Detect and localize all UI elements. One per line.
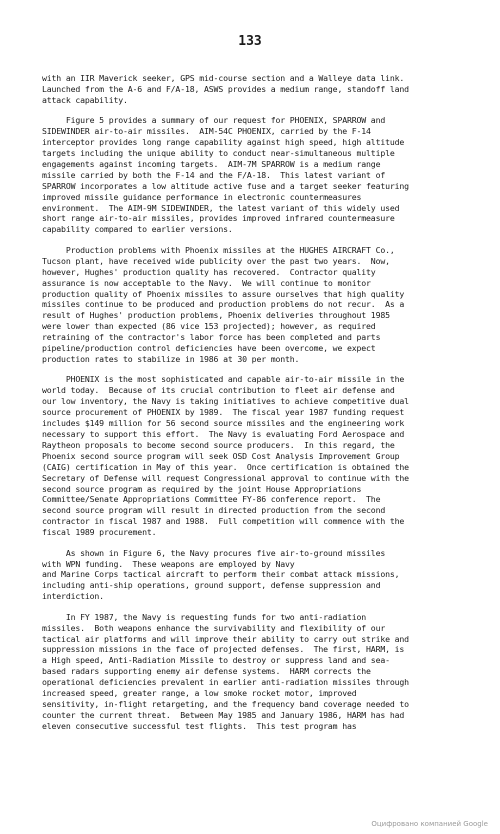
paragraph — [42, 73, 482, 106]
text-line: assurance is now acceptable to the Navy. We will continue to monitor — [42, 277, 371, 288]
text-line: Committee/Senate Appropriations Committee FY-86 conference report. The — [42, 494, 381, 505]
text-line: attack capability. — [42, 94, 128, 105]
text-line: however, Hughes' production quality has recovered. Contractor quality — [42, 266, 376, 277]
page-number: 133 — [238, 34, 262, 49]
text-line: fiscal 1989 procurement. — [42, 527, 157, 538]
text-line: improved missile guidance performance in electronic countermeasures — [42, 191, 362, 202]
text-line: tactical air platforms and will improve their ability to carry out strike and — [42, 633, 409, 644]
paragraph-gap — [42, 106, 482, 116]
text-line: world today. Because of its crucial contribution to fleet air defense and — [42, 385, 395, 396]
text-line: sensitivity, in-flight retargeting, and the frequency band coverage needed to — [42, 699, 409, 709]
text-line: As shown in Figure 6, the Navy procures five air-to-ground missiles — [42, 547, 386, 558]
text-line: second source program as required by the joint House Appropriations — [42, 483, 362, 494]
text-line: capability compared to earlier versions. — [42, 224, 233, 235]
text-line: pipeline/production control deficiencies have been overcome, we expect — [42, 343, 376, 354]
text-line: second source program will result in directed production from the second — [42, 505, 386, 516]
text-line: result of Hughes' production problems, Phoenix deliveries throughout 1985 — [42, 310, 390, 321]
text-line: engagements against incoming targets. AIM-7M SPARROW is a medium range — [42, 158, 381, 169]
paragraph — [42, 374, 482, 538]
text-line: suppression missions in the face of projected defenses. The first, HARM, is — [42, 644, 405, 655]
text-line: including anti-ship operations, ground support, defense suppression and — [42, 580, 381, 591]
text-line: eleven consecutive successful test flights. This test program has — [42, 720, 357, 731]
text-line: counter the current threat. Between May 1985 and January 1986, HARM has had — [42, 709, 405, 720]
text-line: Secretary of Defense will request Congressional approval to continue with the — [42, 472, 409, 483]
paragraph — [42, 245, 482, 365]
text-line: interdiction. — [42, 591, 104, 602]
text-line: PHOENIX is the most sophisticated and capable air-to-air missile in the — [42, 374, 405, 385]
text-line: missiles. Both weapons enhance the survivability and flexibility of our — [42, 622, 386, 633]
paragraph-gap — [42, 235, 482, 245]
text-line: and Marine Corps tactical aircraft to perform their combat attack missions, — [42, 569, 400, 580]
text-line: production quality of Phoenix missiles to assure ourselves that high quality — [42, 288, 405, 299]
text-line: contractor in fiscal 1987 and 1988. Full competition will commence with the — [42, 516, 405, 527]
text-line: Figure 5 provides a summary of our request for PHOENIX, SPARROW and — [42, 115, 386, 126]
text-line: SPARROW incorporates a low altitude active fuse and a target seeker featuring — [42, 180, 409, 191]
text-line: missiles continue to be produced and production problems do not recur. As a — [42, 299, 405, 310]
text-line: our low inventory, the Navy is taking initiatives to achieve competitive dual — [42, 396, 409, 407]
text-line: Phoenix second source program will seek OSD Cost Analysis Improvement Group — [42, 450, 400, 461]
text-line: with WPN funding. These weapons are employed by Navy — [42, 558, 295, 569]
text-line: SIDEWINDER air-to-air missiles. AIM-54C PHOENIX, carried by the F-14 — [42, 126, 371, 137]
text-line: retraining of the contractor's labor force has been completed and parts — [42, 332, 381, 343]
paragraph — [42, 115, 482, 235]
text-line: missile carried by both the F-14 and the F/A-18. This latest variant of — [42, 169, 386, 180]
paragraph-gap — [42, 602, 482, 612]
text-line: a High speed, Anti-Radiation Missile to destroy or suppress land and sea- — [42, 655, 390, 666]
text-line: Launched from the A-6 and F/A-18, ASWS provides a medium range, standoff land — [42, 83, 409, 94]
text-line: operational deficiencies prevalent in earlier anti-radiation missiles through — [42, 677, 409, 688]
text-line: In FY 1987, the Navy is requesting funds for two anti-radiation — [42, 611, 367, 622]
paragraph — [42, 548, 482, 603]
text-line: Raytheon proposals to become second source producers. In this regard, the — [42, 439, 395, 450]
text-line: includes $149 million for 56 second source missiles and the engineering work — [42, 418, 405, 429]
text-line: environment. The AIM-9M SIDEWINDER, the latest variant of this widely used — [42, 202, 400, 213]
text-line: were lower than expected (86 vice 153 projected); however, as required — [42, 321, 376, 332]
text-line: targets including the unique ability to conduct near-simultaneous multiple — [42, 148, 395, 159]
text-line: Tucson plant, have received wide publicity over the past two years. Now, — [42, 255, 390, 266]
text-line: interceptor provides long range capability against high speed, high altitude — [42, 137, 405, 148]
text-line: Production problems with Phoenix missiles at the HUGHES AIRCRAFT Co., — [42, 244, 395, 255]
paragraph-gap — [42, 365, 482, 375]
paragraph — [42, 612, 482, 732]
text-line: with an IIR Maverick seeker, GPS mid-course section and a Walleye data link. — [42, 73, 405, 83]
text-line: increased speed, greater range, a low smoke rocket motor, improved — [42, 688, 357, 699]
text-line: based radars supporting enemy air defense systems. HARM corrects the — [42, 666, 371, 677]
text-line: short range air-to-air missiles, provides improved infrared countermeasure — [42, 213, 395, 224]
document-body — [42, 73, 482, 732]
text-line: necessary to support this effort. The Navy is evaluating Ford Aerospace and — [42, 428, 405, 439]
paragraph-gap — [42, 538, 482, 548]
text-line: (CAIG) certification in May of this year. Once certification is obtained the — [42, 461, 409, 472]
text-line: production rates to stabilize in 1986 at 30 per month. — [42, 353, 300, 364]
text-line: source procurement of PHOENIX by 1989. The fiscal year 1987 funding request — [42, 407, 405, 418]
watermark: Оцифровано компанией Google — [371, 820, 488, 828]
